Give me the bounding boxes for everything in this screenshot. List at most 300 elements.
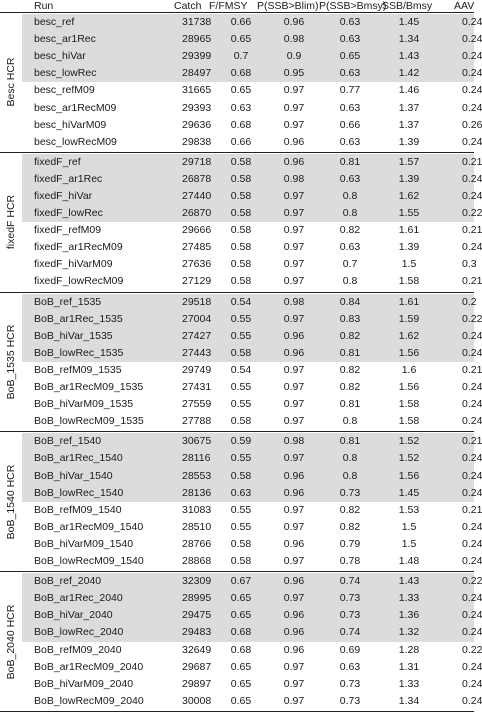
cell-run: BoB_lowRec_1540 — [34, 486, 124, 499]
cell-aav: 0.24 — [462, 592, 482, 605]
cell-p-ssb-bmsy: 0.7 — [342, 258, 358, 271]
header-rule — [0, 12, 474, 13]
cell-catch: 31083 — [182, 503, 212, 516]
cell-aav: 0.24 — [462, 486, 482, 499]
cell-run: fixedF_hiVarM09 — [34, 258, 113, 271]
cell-p-ssb-bmsy: 0.77 — [339, 84, 361, 97]
cell-f-fmsy: 0.58 — [230, 346, 252, 359]
cell-p-ssb-blim: 0.97 — [283, 363, 305, 376]
table-row — [22, 14, 482, 31]
cell-aav: 0.24 — [462, 452, 482, 465]
cell-p-ssb-bmsy: 0.83 — [339, 312, 361, 325]
cell-catch: 28116 — [182, 452, 211, 465]
cell-f-fmsy: 0.66 — [230, 16, 252, 28]
cell-aav: 0.24 — [462, 537, 482, 550]
cell-run: besc_ref — [34, 16, 75, 28]
cell-p-ssb-blim: 0.98 — [283, 33, 305, 46]
cell-aav: 0.21 — [462, 155, 482, 168]
cell-ssb-bmsy: 1.62 — [398, 189, 420, 202]
cell-ssb-bmsy: 1.56 — [398, 346, 420, 359]
cell-catch: 27129 — [182, 275, 212, 288]
cell-catch: 32649 — [182, 643, 212, 656]
cell-p-ssb-bmsy: 0.81 — [339, 155, 361, 168]
cell-catch: 27788 — [182, 415, 212, 428]
cell-p-ssb-blim: 0.97 — [283, 503, 305, 516]
cell-aav: 0.24 — [462, 660, 482, 673]
cell-catch: 28995 — [182, 592, 212, 605]
table-row — [22, 82, 482, 99]
cell-catch: 28868 — [182, 555, 212, 568]
cell-p-ssb-bmsy: 0.65 — [339, 50, 361, 63]
cell-aav: 0.24 — [462, 346, 482, 359]
cell-p-ssb-bmsy: 0.73 — [339, 677, 361, 690]
cell-p-ssb-bmsy: 0.82 — [339, 329, 361, 342]
cell-aav: 0.21 — [462, 363, 482, 376]
cell-run: BoB_refM09_1535 — [34, 363, 122, 376]
cell-run: besc_ar1Rec — [34, 33, 96, 46]
group-rule — [0, 431, 474, 432]
cell-catch: 28553 — [182, 469, 212, 482]
cell-catch: 29475 — [182, 609, 212, 622]
cell-aav: 0.24 — [462, 469, 482, 482]
group-rule — [0, 571, 474, 572]
table-row — [22, 607, 482, 624]
cell-catch: 29838 — [182, 135, 212, 148]
cell-f-fmsy: 0.58 — [230, 189, 252, 202]
cell-p-ssb-bmsy: 0.63 — [339, 135, 361, 148]
cell-f-fmsy: 0.65 — [230, 84, 252, 97]
cell-p-ssb-blim: 0.96 — [283, 626, 305, 639]
group-rule — [0, 292, 474, 293]
cell-f-fmsy: 0.68 — [230, 643, 252, 656]
cell-f-fmsy: 0.55 — [230, 520, 252, 533]
cell-aav: 0.24 — [462, 16, 482, 28]
cell-run: BoB_ref_1540 — [34, 435, 102, 448]
cell-ssb-bmsy: 1.61 — [398, 224, 420, 237]
cell-ssb-bmsy: 1.39 — [398, 135, 420, 148]
cell-aav: 0.24 — [462, 67, 482, 80]
cell-catch: 32309 — [182, 575, 212, 588]
table-row — [22, 48, 482, 65]
cell-f-fmsy: 0.55 — [230, 381, 252, 394]
cell-aav: 0.22 — [462, 207, 482, 220]
cell-p-ssb-blim: 0.96 — [283, 486, 305, 499]
cell-catch: 28766 — [182, 537, 212, 550]
table-row — [22, 553, 482, 570]
cell-ssb-bmsy: 1.33 — [398, 677, 420, 690]
cell-run: BoB_ar1Rec_1535 — [34, 312, 123, 325]
cell-catch: 27559 — [182, 398, 212, 411]
cell-p-ssb-blim: 0.97 — [283, 207, 305, 220]
cell-ssb-bmsy: 1.55 — [398, 207, 420, 220]
cell-aav: 0.24 — [462, 135, 482, 148]
row-group — [0, 154, 482, 291]
cell-aav: 0.24 — [462, 398, 482, 411]
table-row — [22, 590, 482, 607]
cell-p-ssb-blim: 0.96 — [283, 329, 305, 342]
cell-run: BoB_ar1RecM09_2040 — [34, 660, 144, 673]
cell-p-ssb-blim: 0.98 — [283, 172, 305, 185]
cell-f-fmsy: 0.65 — [230, 33, 252, 46]
cell-p-ssb-bmsy: 0.63 — [339, 67, 361, 80]
table-row — [22, 624, 482, 641]
header-f-fmsy: F/FMSY — [209, 0, 248, 12]
group-label — [0, 14, 22, 151]
table-row — [22, 693, 482, 710]
cell-f-fmsy: 0.58 — [230, 469, 252, 482]
table-row — [22, 519, 482, 536]
cell-p-ssb-blim: 0.97 — [283, 452, 305, 465]
cell-p-ssb-blim: 0.96 — [283, 537, 305, 550]
cell-catch: 26870 — [182, 207, 212, 220]
group-label-text: BoB_1535 HCR — [5, 324, 17, 400]
cell-p-ssb-bmsy: 0.82 — [339, 520, 361, 533]
table-row — [22, 171, 482, 188]
cell-catch: 27443 — [182, 346, 212, 359]
cell-p-ssb-bmsy: 0.66 — [339, 118, 361, 131]
cell-run: fixedF_ar1RecM09 — [34, 241, 123, 254]
cell-p-ssb-blim: 0.97 — [283, 258, 305, 271]
cell-catch: 29399 — [182, 50, 212, 63]
cell-run: besc_refM09 — [34, 84, 95, 97]
cell-p-ssb-blim: 0.97 — [283, 275, 305, 288]
cell-f-fmsy: 0.58 — [230, 207, 252, 220]
cell-run: BoB_ref_1535 — [34, 295, 102, 308]
cell-aav: 0.26 — [462, 118, 482, 131]
cell-p-ssb-blim: 0.98 — [283, 295, 305, 308]
cell-f-fmsy: 0.58 — [230, 275, 252, 288]
cell-f-fmsy: 0.65 — [230, 609, 252, 622]
cell-aav: 0.24 — [462, 84, 482, 97]
cell-f-fmsy: 0.55 — [230, 503, 252, 516]
cell-f-fmsy: 0.58 — [230, 155, 252, 168]
group-rule — [0, 152, 474, 153]
cell-f-fmsy: 0.63 — [230, 101, 252, 114]
cell-ssb-bmsy: 1.52 — [398, 435, 420, 448]
cell-p-ssb-bmsy: 0.8 — [342, 189, 358, 202]
cell-run: besc_hiVar — [34, 50, 86, 63]
cell-catch: 29518 — [182, 295, 212, 308]
cell-p-ssb-blim: 0.97 — [283, 189, 305, 202]
cell-catch: 28510 — [182, 520, 212, 533]
cell-ssb-bmsy: 1.58 — [398, 275, 420, 288]
table-row — [22, 256, 477, 273]
cell-ssb-bmsy: 1.33 — [398, 592, 420, 605]
table-row — [22, 328, 482, 345]
table-row — [22, 65, 482, 82]
cell-run: fixedF_hiVar — [34, 189, 93, 202]
header-run: Run — [34, 0, 54, 12]
cell-p-ssb-blim: 0.97 — [283, 660, 305, 673]
table-row — [22, 468, 482, 485]
cell-aav: 0.2 — [462, 295, 477, 308]
table-row — [22, 311, 482, 328]
table-row — [22, 659, 482, 676]
cell-run: besc_lowRecM09 — [34, 135, 117, 148]
cell-run: BoB_ar1Rec_2040 — [34, 592, 123, 605]
cell-p-ssb-blim: 0.97 — [283, 312, 305, 325]
cell-p-ssb-bmsy: 0.82 — [339, 503, 361, 516]
cell-ssb-bmsy: 1.43 — [398, 575, 420, 588]
cell-p-ssb-blim: 0.95 — [283, 67, 305, 80]
cell-p-ssb-blim: 0.97 — [283, 415, 305, 428]
cell-p-ssb-blim: 0.97 — [283, 398, 305, 411]
cell-p-ssb-blim: 0.97 — [283, 555, 305, 568]
cell-aav: 0.24 — [462, 520, 482, 533]
cell-run: fixedF_ar1Rec — [34, 172, 103, 185]
header-ssb-bmsy: SSB/Bmsy — [382, 0, 433, 12]
table-row — [22, 345, 482, 362]
cell-p-ssb-bmsy: 0.73 — [339, 694, 361, 707]
cell-p-ssb-blim: 0.96 — [283, 346, 305, 359]
cell-p-ssb-bmsy: 0.69 — [339, 643, 361, 656]
cell-aav: 0.21 — [462, 275, 482, 288]
cell-aav: 0.22 — [462, 643, 482, 656]
table-row — [22, 239, 482, 256]
cell-f-fmsy: 0.59 — [230, 435, 252, 448]
table-row — [22, 117, 482, 134]
cell-ssb-bmsy: 1.57 — [398, 155, 420, 168]
cell-ssb-bmsy: 1.42 — [398, 67, 420, 80]
cell-ssb-bmsy: 1.5 — [401, 258, 417, 271]
cell-run: besc_lowRec — [34, 67, 97, 80]
cell-p-ssb-bmsy: 0.73 — [339, 486, 361, 499]
cell-ssb-bmsy: 1.52 — [398, 452, 420, 465]
cell-ssb-bmsy: 1.39 — [398, 172, 420, 185]
cell-aav: 0.24 — [462, 241, 482, 254]
cell-f-fmsy: 0.7 — [233, 50, 249, 63]
cell-p-ssb-blim: 0.96 — [283, 16, 305, 28]
cell-catch: 29636 — [182, 118, 212, 131]
cell-f-fmsy: 0.65 — [230, 694, 252, 707]
group-label-text: BoB_1540 HCR — [5, 464, 17, 540]
cell-f-fmsy: 0.55 — [230, 329, 252, 342]
cell-f-fmsy: 0.65 — [230, 592, 252, 605]
cell-run: BoB_lowRec_2040 — [34, 626, 124, 639]
cell-ssb-bmsy: 1.61 — [398, 295, 420, 308]
cell-p-ssb-blim: 0.97 — [283, 118, 305, 131]
table-row — [22, 273, 482, 290]
cell-catch: 27440 — [182, 189, 212, 202]
cell-catch: 27427 — [182, 329, 212, 342]
cell-aav: 0.24 — [462, 415, 482, 428]
cell-run: BoB_hiVar_1540 — [34, 469, 113, 482]
cell-run: BoB_hiVarM09_2040 — [34, 677, 134, 690]
cell-aav: 0.22 — [462, 575, 482, 588]
cell-p-ssb-blim: 0.9 — [286, 50, 302, 63]
cell-f-fmsy: 0.65 — [230, 660, 252, 673]
cell-f-fmsy: 0.68 — [230, 118, 252, 131]
cell-p-ssb-bmsy: 0.74 — [339, 626, 361, 639]
cell-p-ssb-blim: 0.96 — [283, 469, 305, 482]
cell-f-fmsy: 0.55 — [230, 312, 252, 325]
cell-p-ssb-blim: 0.97 — [283, 241, 305, 254]
cell-p-ssb-blim: 0.97 — [283, 101, 305, 114]
cell-aav: 0.24 — [462, 677, 482, 690]
table-header — [0, 0, 474, 12]
table-row — [22, 222, 482, 239]
cell-p-ssb-bmsy: 0.8 — [342, 275, 358, 288]
cell-catch: 26878 — [182, 172, 212, 185]
cell-catch: 29393 — [182, 101, 212, 114]
cell-p-ssb-blim: 0.97 — [283, 520, 305, 533]
group-label-text: BoB_2040 HCR — [5, 604, 17, 679]
cell-p-ssb-blim: 0.97 — [283, 677, 305, 690]
cell-p-ssb-bmsy: 0.8 — [342, 415, 358, 428]
cell-ssb-bmsy: 1.48 — [398, 555, 420, 568]
cell-p-ssb-bmsy: 0.82 — [339, 381, 361, 394]
cell-f-fmsy: 0.58 — [230, 555, 252, 568]
cell-aav: 0.3 — [462, 258, 477, 271]
cell-ssb-bmsy: 1.58 — [398, 398, 420, 411]
cell-ssb-bmsy: 1.6 — [401, 363, 417, 376]
cell-run: BoB_ar1RecM09_1535 — [34, 381, 144, 394]
cell-ssb-bmsy: 1.28 — [398, 643, 420, 656]
table-row — [22, 413, 482, 430]
table-row — [22, 134, 482, 151]
cell-p-ssb-blim: 0.96 — [283, 575, 305, 588]
cell-run: BoB_hiVarM09_1535 — [34, 398, 134, 411]
cell-p-ssb-bmsy: 0.78 — [339, 555, 361, 568]
cell-aav: 0.21 — [462, 224, 482, 237]
cell-ssb-bmsy: 1.45 — [398, 486, 420, 499]
cell-p-ssb-bmsy: 0.73 — [339, 609, 361, 622]
table-row — [22, 294, 477, 311]
cell-ssb-bmsy: 1.5 — [401, 520, 417, 533]
header-p-ssb-bmsy: P(SSB>Bmsy) — [319, 0, 387, 12]
cell-aav: 0.24 — [462, 189, 482, 202]
cell-run: fixedF_refM09 — [34, 224, 102, 237]
cell-p-ssb-bmsy: 0.74 — [339, 575, 361, 588]
cell-catch: 30008 — [182, 694, 212, 707]
cell-catch: 28497 — [182, 67, 212, 80]
cell-f-fmsy: 0.65 — [230, 677, 252, 690]
cell-p-ssb-blim: 0.98 — [283, 435, 305, 448]
cell-p-ssb-bmsy: 0.81 — [339, 435, 361, 448]
cell-aav: 0.21 — [462, 435, 482, 448]
cell-ssb-bmsy: 1.36 — [398, 609, 420, 622]
cell-catch: 28965 — [182, 33, 212, 46]
cell-catch: 31665 — [182, 84, 212, 97]
cell-f-fmsy: 0.58 — [230, 258, 252, 271]
cell-catch: 31738 — [182, 16, 212, 28]
row-group — [0, 14, 482, 151]
cell-f-fmsy: 0.54 — [230, 295, 252, 308]
cell-run: BoB_ar1RecM09_1540 — [34, 520, 144, 533]
row-group — [0, 573, 482, 710]
cell-p-ssb-blim: 0.97 — [283, 224, 305, 237]
cell-p-ssb-bmsy: 0.63 — [339, 101, 361, 114]
cell-run: besc_hiVarM09 — [34, 118, 107, 131]
cell-run: BoB_lowRecM09_2040 — [34, 694, 144, 707]
table-row — [22, 362, 482, 379]
cell-p-ssb-bmsy: 0.8 — [342, 207, 358, 220]
cell-ssb-bmsy: 1.59 — [398, 312, 420, 325]
cell-aav: 0.24 — [462, 101, 482, 114]
header-catch: Catch — [174, 0, 202, 12]
header-p-ssb-blim: P(SSB>Blim) — [257, 0, 319, 12]
cell-f-fmsy: 0.55 — [230, 452, 252, 465]
table-row — [22, 31, 482, 48]
row-group — [0, 294, 482, 431]
table-row — [22, 573, 482, 590]
cell-p-ssb-bmsy: 0.81 — [339, 346, 361, 359]
cell-run: fixedF_lowRec — [34, 207, 103, 220]
group-label — [0, 154, 22, 291]
cell-p-ssb-blim: 0.96 — [283, 135, 305, 148]
cell-run: BoB_hiVar_1535 — [34, 329, 113, 342]
table-row — [22, 450, 482, 467]
cell-ssb-bmsy: 1.37 — [398, 118, 420, 131]
group-label-text: fixedF HCR — [5, 195, 17, 250]
cell-f-fmsy: 0.58 — [230, 241, 252, 254]
cell-run: BoB_lowRecM09_1540 — [34, 555, 144, 568]
row-group — [0, 433, 482, 570]
cell-p-ssb-blim: 0.96 — [283, 643, 305, 656]
cell-ssb-bmsy: 1.39 — [398, 241, 420, 254]
cell-catch: 29749 — [182, 363, 212, 376]
cell-ssb-bmsy: 1.58 — [398, 415, 420, 428]
cell-ssb-bmsy: 1.56 — [398, 469, 420, 482]
cell-f-fmsy: 0.58 — [230, 172, 252, 185]
cell-p-ssb-blim: 0.97 — [283, 381, 305, 394]
cell-catch: 29666 — [182, 224, 212, 237]
cell-aav: 0.24 — [462, 50, 482, 63]
cell-run: BoB_hiVarM09_1540 — [34, 537, 134, 550]
cell-p-ssb-bmsy: 0.63 — [339, 660, 361, 673]
cell-catch: 29687 — [182, 660, 212, 673]
table-row — [22, 154, 482, 171]
table-row — [22, 188, 482, 205]
cell-f-fmsy: 0.68 — [230, 626, 252, 639]
cell-p-ssb-blim: 0.96 — [283, 609, 305, 622]
cell-f-fmsy: 0.67 — [230, 575, 252, 588]
cell-catch: 28136 — [182, 486, 212, 499]
cell-p-ssb-blim: 0.96 — [283, 155, 305, 168]
cell-catch: 29897 — [182, 677, 212, 690]
cell-aav: 0.24 — [462, 609, 482, 622]
cell-catch: 27636 — [182, 258, 212, 271]
table-row — [22, 642, 482, 659]
cell-p-ssb-bmsy: 0.79 — [339, 537, 361, 550]
cell-p-ssb-bmsy: 0.84 — [339, 295, 361, 308]
cell-catch: 27004 — [182, 312, 212, 325]
table-row — [22, 676, 482, 693]
table-row — [22, 485, 482, 502]
cell-aav: 0.24 — [462, 694, 482, 707]
cell-f-fmsy: 0.58 — [230, 415, 252, 428]
cell-f-fmsy: 0.54 — [230, 363, 252, 376]
cell-p-ssb-bmsy: 0.81 — [339, 398, 361, 411]
table-row — [22, 205, 482, 222]
cell-f-fmsy: 0.68 — [230, 67, 252, 80]
cell-ssb-bmsy: 1.46 — [398, 84, 420, 97]
cell-ssb-bmsy: 1.5 — [401, 537, 417, 550]
cell-p-ssb-bmsy: 0.8 — [342, 469, 358, 482]
cell-run: BoB_ar1Rec_1540 — [34, 452, 123, 465]
header-aav: AAV — [454, 0, 475, 12]
cell-catch: 29483 — [182, 626, 212, 639]
group-label — [0, 573, 22, 710]
cell-ssb-bmsy: 1.32 — [398, 626, 420, 639]
cell-ssb-bmsy: 1.62 — [398, 329, 420, 342]
cell-catch: 29718 — [182, 155, 212, 168]
cell-catch: 30675 — [182, 435, 212, 448]
cell-ssb-bmsy: 1.53 — [398, 503, 420, 516]
cell-run: fixedF_ref — [34, 155, 81, 168]
cell-aav: 0.24 — [462, 33, 482, 46]
cell-p-ssb-blim: 0.97 — [283, 84, 305, 97]
